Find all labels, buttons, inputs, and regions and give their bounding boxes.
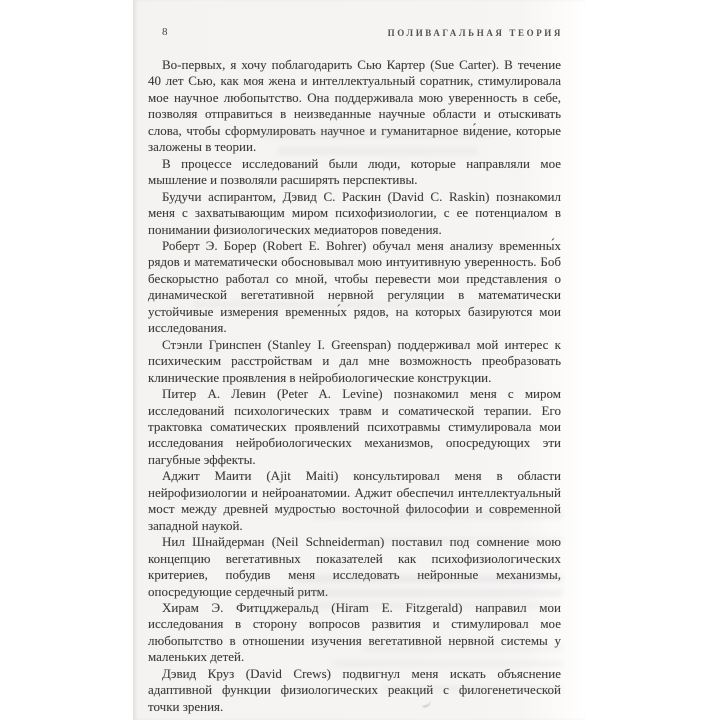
paragraph-7: Аджит Маити (Ajit Maiti) консультировал меня в области нейрофизиологии и нейроанатомии. Аджит обеспечил интеллектуальный мост между древней мудростью восточной философии и современной западной наукой.: [148, 468, 561, 533]
paragraph-5: Стэнли Гринспен (Stanley I. Greenspan) поддерживал мой интерес к психическим расстройствам и дал мне возможность преобразовать клинические проявления в нейробиологические конструкции.: [148, 336, 561, 385]
paragraph-3: Будучи аспирантом, Дэвид С. Раскин (David C. Raskin) познакомил меня с захватывающим миром психофизиологии, с ее потенциалом в понимании физиологических медиаторов поведения.: [148, 188, 561, 237]
page-text-block: [148, 57, 561, 715]
paragraph-6: Питер А. Левин (Peter A. Levine) познакомил меня с миром исследований психологических травм и соматической терапии. Его трактовка соматических проявлений психотравмы стимулировала мои исследования нейробиологических механизмов, опосредующих эти пагубные эффекты.: [148, 386, 561, 467]
paragraph-4: Роберт Э. Борер (Robert E. Bohrer) обучал меня анализу временны́х рядов и математически обосновывал мою интуитивную уверенность. Боб бескорыстно работал со мной, чтобы перевести мои представления о динамической вегетативной нервной регуляции в математически устойчивые измерения временны́х рядов, на которых базируются мои исследования.: [148, 237, 561, 336]
book-page: [133, 0, 585, 720]
running-head: ПОЛИВАГАЛЬНАЯ ТЕОРИЯ: [387, 28, 563, 38]
paragraph-1: Во-первых, я хочу поблагодарить Сью Картер (Sue Carter). В течение 40 лет Сью, как моя жена и интеллектуальный соратник, стимулировала мое научное любопытство. Она поддерживала мою уверенность в себе, позволяя отправиться в неизведанные научные области и отыскивать слова, чтобы сформулировать научное и гуманитарное ви́дение, которые заложены в теории.: [148, 57, 561, 155]
paragraph-8: Нил Шнайдерман (Neil Schneiderman) поставил под сомнение мою концепцию вегетативных показателей как психофизиологических критериев, побудив меня исследовать нейронные механизмы, опосредующие сердечный ритм.: [148, 534, 561, 599]
paragraph-9: Хирам Э. Фитцджеральд (Hiram E. Fitzgerald) направил мои исследования в сторону вопросов развития и стимулировал мое любопытство в отношении изучения вегетативной нервной системы у маленьких детей.: [148, 599, 561, 665]
paragraph-10: Дэвид Круз (David Crews) подвигнул меня искать объяснение адаптивной функции физиологических реакций с филогенетической точки зрения.: [148, 665, 561, 714]
paragraph-2: В процессе исследований были люди, которые направляли мое мышление и позволяли расширять перспективы.: [148, 155, 561, 188]
page-number: 8: [162, 26, 168, 38]
